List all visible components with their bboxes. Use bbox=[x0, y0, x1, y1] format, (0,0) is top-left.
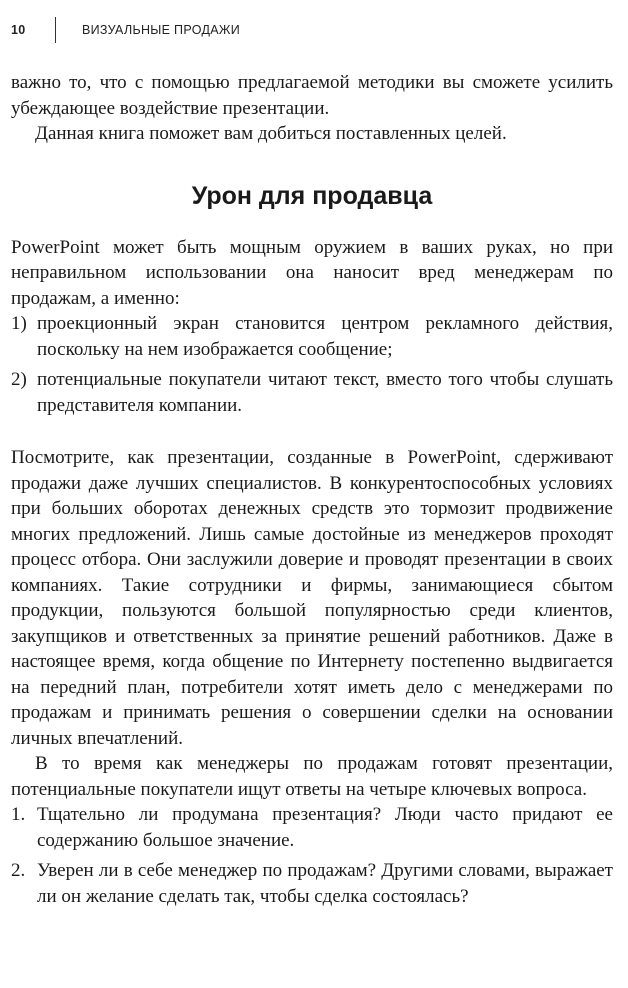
list-item bbox=[11, 367, 613, 418]
paragraph-intro: PowerPoint может быть мощным оружием в ваших руках, но при неправильном использовании она наносит вред менеджерам по продажам, а именно: bbox=[11, 236, 613, 309]
paragraph-body-1: Посмотрите, как презентации, созданные в PowerPoint, сдерживают продажи даже лучших специалистов. В конкурентоспособных условиях при больших оборотах денежных средств это тормозит продвижение многих предложений. Лишь самые достойные из менеджеров проходят процесс отбора. Они заслужили доверие и проводят презентации в своих компаниях. Такие сотрудники и фирмы, занимающиеся сбытом продукции, пользуются большой популярностью среди клиентов, закупщиков и ответственных за принятие решений работников. Даже в настоящее время, когда общение по Интернету постепенно выдвигается на передний план, потребители хотят иметь дело с менеджерами по продажам и принимать решения о совершении сделки на основании личных впечатлений. bbox=[11, 447, 613, 749]
list-item bbox=[11, 858, 613, 909]
list-item-text: проекционный экран становится центром рекламного действия, поскольку на нем изображается сообщение; bbox=[37, 313, 613, 360]
harm-list bbox=[11, 311, 613, 418]
header-divider bbox=[55, 17, 56, 43]
questions-list bbox=[11, 802, 613, 909]
page-number: 10 bbox=[11, 23, 26, 37]
list-item-text: потенциальные покупатели читают текст, вместо того чтобы слушать представителя компании. bbox=[37, 369, 613, 416]
paragraph-continued: важно то, что с помощью предлагаемой методики вы сможете усилить убеждающее воздействие презентации. bbox=[11, 72, 613, 119]
list-item bbox=[11, 311, 613, 362]
list-item-text: Уверен ли в себе менеджер по продажам? Другими словами, выражает ли он желание сделать так, чтобы сделка состоялась? bbox=[37, 860, 613, 907]
page-header bbox=[11, 16, 240, 44]
page-body bbox=[11, 70, 613, 909]
paragraph-body-2: В то время как менеджеры по продажам готовят презентации, потенциальные покупатели ищут ответы на четыре ключевых вопроса. bbox=[11, 753, 613, 800]
list-item bbox=[11, 802, 613, 853]
list-marker: 2) bbox=[11, 369, 27, 390]
list-marker: 1) bbox=[11, 313, 27, 334]
list-item-text: Тщательно ли продумана презентация? Люди часто придают ее содержанию большое значение. bbox=[37, 804, 613, 851]
section-title: Урон для продавца bbox=[191, 181, 433, 210]
running-title: ВИЗУАЛЬНЫЕ ПРОДАЖИ bbox=[82, 23, 240, 37]
paragraph-book-goal: Данная книга поможет вам добиться поставленных целей. bbox=[35, 123, 507, 144]
list-marker: 2. bbox=[11, 860, 26, 881]
list-marker: 1. bbox=[11, 804, 26, 825]
